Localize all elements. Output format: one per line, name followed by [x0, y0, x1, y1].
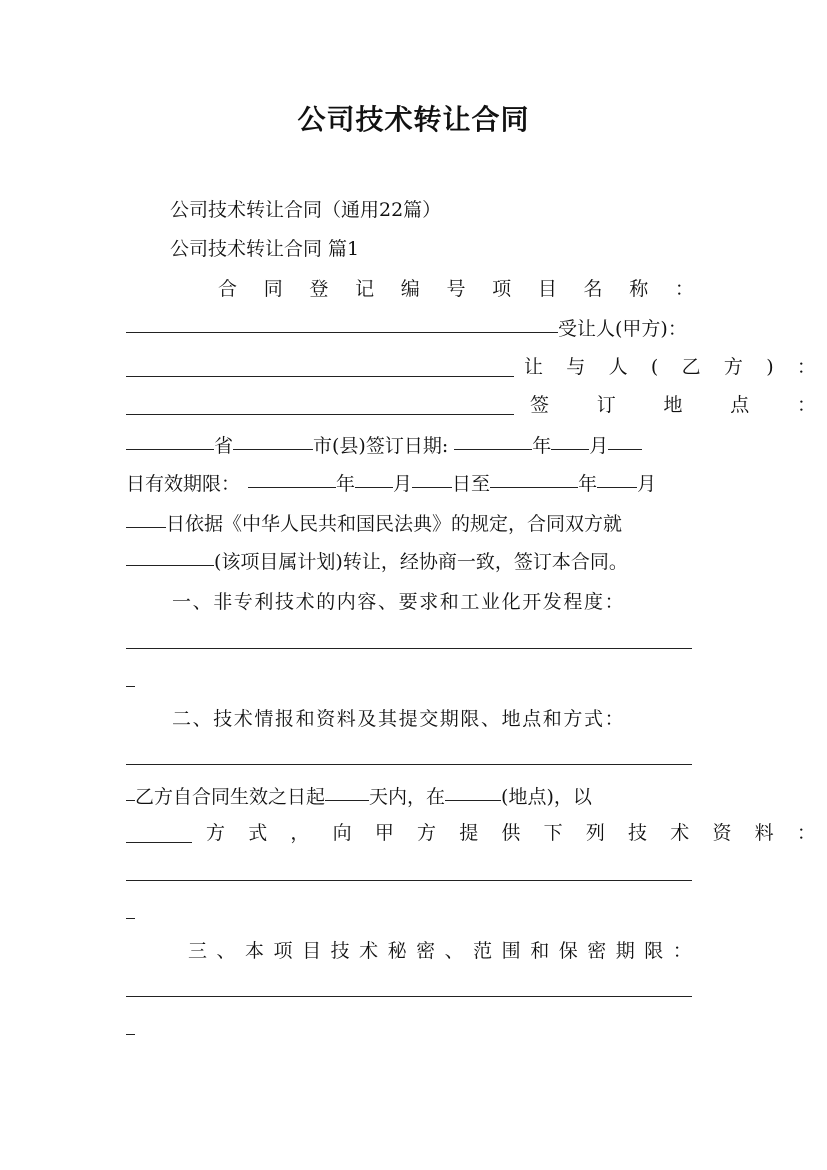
char: 密 [416, 940, 436, 962]
validity-row [126, 465, 716, 499]
char: ： [674, 278, 694, 300]
char: 让 [524, 356, 544, 378]
fill-line-end[interactable] [126, 918, 135, 919]
char: 人 [608, 356, 628, 378]
char: 和 [530, 940, 550, 962]
char: 料 [754, 822, 774, 844]
assignee-row [126, 310, 716, 344]
signing-place-row [126, 388, 816, 422]
blank-field[interactable] [126, 505, 166, 528]
char: 限 [644, 940, 664, 962]
blank-field[interactable] [233, 427, 313, 450]
blank-field[interactable] [126, 427, 214, 450]
char: 地 [663, 394, 683, 416]
blank-field[interactable] [126, 543, 214, 566]
section-3-heading [188, 934, 692, 968]
month-label: 月 [393, 473, 413, 495]
year-label: 年 [578, 473, 598, 495]
char: 期 [615, 940, 635, 962]
blank-field[interactable] [551, 427, 589, 450]
char: 同 [263, 278, 283, 300]
blank-field[interactable] [325, 778, 369, 801]
char: ， [290, 822, 310, 844]
fill-line[interactable] [126, 996, 692, 997]
blank-field[interactable] [454, 427, 532, 450]
char: 方 [206, 822, 226, 844]
char: 范 [473, 940, 493, 962]
supply-row-2 [126, 816, 816, 850]
char: 订 [596, 394, 616, 416]
blank-field[interactable] [597, 465, 637, 488]
char: 签 [530, 394, 550, 416]
fill-line[interactable] [126, 880, 692, 881]
char: 技 [330, 940, 350, 962]
char: 围 [501, 940, 521, 962]
document-title: 公司技术转让合同 [297, 103, 530, 136]
supply-text-a: 乙方自合同生效之日起 [135, 786, 326, 808]
fill-line[interactable] [126, 648, 692, 649]
basis-text: 日依据《中华人民共和国民法典》的规定，合同双方就 [166, 513, 623, 535]
char: 密 [587, 940, 607, 962]
blank-field[interactable] [248, 465, 336, 488]
char: 术 [359, 940, 379, 962]
blank-field[interactable] [445, 778, 501, 801]
char: 秘 [387, 940, 407, 962]
char: 目 [302, 940, 322, 962]
char: 技 [628, 822, 648, 844]
char: 、 [444, 940, 464, 962]
part-heading: 公司技术转让合同 篇1 [170, 238, 360, 260]
char: 称 [629, 278, 649, 300]
signing-date-row [126, 427, 716, 461]
char: 三 [188, 940, 208, 962]
char: 下 [543, 822, 563, 844]
year-label: 年 [532, 435, 552, 457]
char: 甲 [374, 822, 394, 844]
char: 目 [537, 278, 557, 300]
char: 合 [218, 278, 238, 300]
contract-registration-row [218, 272, 694, 306]
char: ： [672, 940, 692, 962]
char: 项 [273, 940, 293, 962]
month-label: 月 [589, 435, 609, 457]
supply-row [126, 778, 716, 812]
char: 名 [583, 278, 603, 300]
blank-field[interactable] [126, 354, 514, 377]
section-2-heading: 二、技术情报和资料及其提交期限、地点和方式： [172, 708, 626, 730]
blank-field[interactable] [355, 465, 393, 488]
char: 编 [400, 278, 420, 300]
basis-row [126, 505, 716, 539]
province-label: 省 [214, 435, 234, 457]
char: 方 [723, 356, 743, 378]
supply-text-b: 天内，在 [369, 786, 446, 808]
blank-field[interactable] [126, 820, 192, 843]
char: 项 [492, 278, 512, 300]
char: ： [796, 822, 816, 844]
supply-method-text [206, 816, 816, 850]
char: 资 [712, 822, 732, 844]
char: 点 [730, 394, 750, 416]
city-label: 市(县)签订日期: [313, 435, 449, 457]
char: ) [766, 356, 774, 378]
assignee-label: 受让人(甲方)： [558, 318, 687, 340]
signing-place-label [530, 388, 816, 422]
char: 与 [566, 356, 586, 378]
char: 号 [446, 278, 466, 300]
month-label: 月 [637, 473, 657, 495]
char: 式 [248, 822, 268, 844]
char: 向 [332, 822, 352, 844]
fill-line-end[interactable] [126, 1034, 135, 1035]
blank-field[interactable] [412, 465, 452, 488]
char: 、 [216, 940, 236, 962]
char: 方 [417, 822, 437, 844]
blank-field[interactable] [126, 778, 135, 801]
char: 术 [670, 822, 690, 844]
blank-field[interactable] [126, 392, 514, 415]
char: 提 [459, 822, 479, 844]
year-label: 年 [336, 473, 356, 495]
supply-text-c: (地点)，以 [501, 786, 592, 808]
validity-label: 日有效期限： [126, 473, 241, 495]
blank-field[interactable] [608, 427, 642, 450]
fill-line-end[interactable] [126, 686, 135, 687]
char: 登 [309, 278, 329, 300]
blank-field[interactable] [490, 465, 578, 488]
assignor-label [524, 350, 816, 384]
char: ： [796, 394, 816, 416]
char: 列 [585, 822, 605, 844]
char: 保 [558, 940, 578, 962]
char: ( [650, 356, 659, 378]
char: 供 [501, 822, 521, 844]
char: 乙 [681, 356, 701, 378]
char: 记 [355, 278, 375, 300]
char: 本 [245, 940, 265, 962]
project-text: (该项目属计划)转让，经协商一致，签订本合同。 [214, 551, 628, 573]
day-to-label: 日至 [452, 473, 491, 495]
char: ： [796, 356, 816, 378]
fill-line[interactable] [126, 764, 692, 765]
project-row [126, 543, 716, 577]
subtitle: 公司技术转让合同（通用22篇） [170, 199, 442, 221]
section-1-heading: 一、非专利技术的内容、要求和工业化开发程度： [172, 591, 626, 613]
blank-field[interactable] [126, 310, 558, 333]
assignor-row [126, 350, 816, 384]
